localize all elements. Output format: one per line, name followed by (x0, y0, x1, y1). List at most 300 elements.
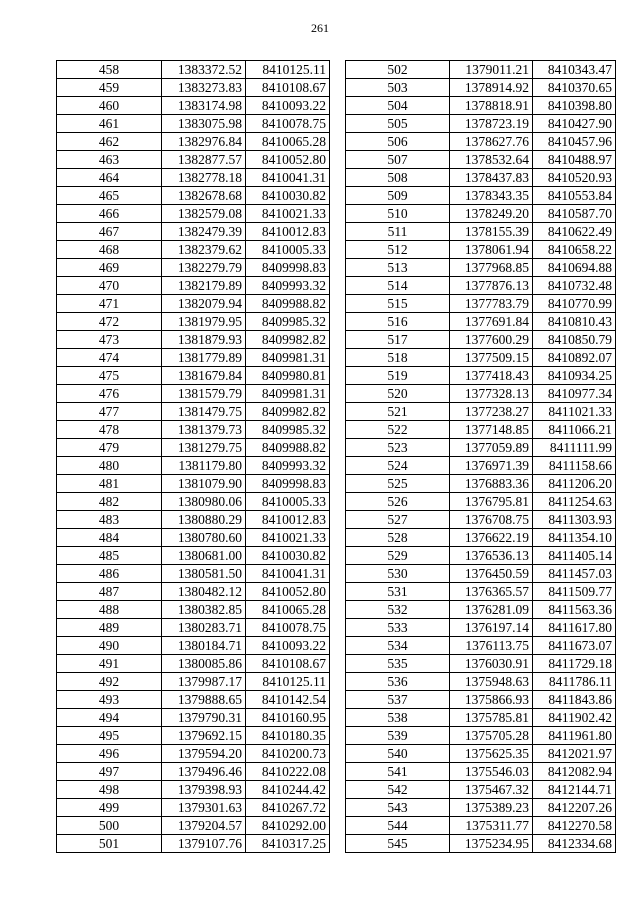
x-coordinate-cell: 1381679.84 (162, 367, 246, 385)
x-coordinate-cell: 1379888.65 (162, 691, 246, 709)
x-coordinate-cell: 1379011.21 (450, 61, 533, 79)
y-coordinate-cell: 8410587.70 (533, 205, 616, 223)
y-coordinate-cell: 8409980.81 (246, 367, 330, 385)
x-coordinate-cell: 1381179.80 (162, 457, 246, 475)
y-coordinate-cell: 8410222.08 (246, 763, 330, 781)
y-coordinate-cell: 8410012.83 (246, 223, 330, 241)
x-coordinate-cell: 1377059.89 (450, 439, 533, 457)
table-row (57, 583, 330, 601)
y-coordinate-cell: 8410770.99 (533, 295, 616, 313)
point-number-cell: 497 (57, 763, 162, 781)
table-row (57, 601, 330, 619)
x-coordinate-cell: 1379692.15 (162, 727, 246, 745)
y-coordinate-cell: 8410553.84 (533, 187, 616, 205)
table-row (346, 79, 616, 97)
point-number-cell: 480 (57, 457, 162, 475)
point-number-cell: 533 (346, 619, 450, 637)
x-coordinate-cell: 1376365.57 (450, 583, 533, 601)
x-coordinate-cell: 1380581.50 (162, 565, 246, 583)
x-coordinate-cell: 1379204.57 (162, 817, 246, 835)
point-number-cell: 509 (346, 187, 450, 205)
x-coordinate-cell: 1380880.29 (162, 511, 246, 529)
table-row (57, 61, 330, 79)
y-coordinate-cell: 8410317.25 (246, 835, 330, 853)
table-row (57, 547, 330, 565)
x-coordinate-cell: 1378627.76 (450, 133, 533, 151)
x-coordinate-cell: 1382976.84 (162, 133, 246, 151)
table-row (346, 439, 616, 457)
table-row (57, 223, 330, 241)
x-coordinate-cell: 1378249.20 (450, 205, 533, 223)
point-number-cell: 518 (346, 349, 450, 367)
table-row (346, 349, 616, 367)
x-coordinate-cell: 1380980.06 (162, 493, 246, 511)
x-coordinate-cell: 1375311.77 (450, 817, 533, 835)
table-row (57, 457, 330, 475)
point-number-cell: 501 (57, 835, 162, 853)
point-number-cell: 531 (346, 583, 450, 601)
table-row (346, 493, 616, 511)
table-row (57, 259, 330, 277)
table-row (346, 151, 616, 169)
y-coordinate-cell: 8411617.80 (533, 619, 616, 637)
point-number-cell: 526 (346, 493, 450, 511)
point-number-cell: 504 (346, 97, 450, 115)
table-row (346, 727, 616, 745)
point-number-cell: 470 (57, 277, 162, 295)
table-row (346, 799, 616, 817)
point-number-cell: 530 (346, 565, 450, 583)
x-coordinate-cell: 1378532.64 (450, 151, 533, 169)
x-coordinate-cell: 1376450.59 (450, 565, 533, 583)
table-row (346, 223, 616, 241)
x-coordinate-cell: 1381379.73 (162, 421, 246, 439)
y-coordinate-cell: 8409981.31 (246, 385, 330, 403)
point-number-cell: 494 (57, 709, 162, 727)
table-row (57, 817, 330, 835)
y-coordinate-cell: 8412082.94 (533, 763, 616, 781)
table-row (57, 439, 330, 457)
x-coordinate-cell: 1377876.13 (450, 277, 533, 295)
y-coordinate-cell: 8410520.93 (533, 169, 616, 187)
point-number-cell: 463 (57, 151, 162, 169)
x-coordinate-cell: 1380681.00 (162, 547, 246, 565)
table-row (346, 133, 616, 151)
point-number-cell: 539 (346, 727, 450, 745)
table-row (57, 781, 330, 799)
table-row (346, 457, 616, 475)
y-coordinate-cell: 8409985.32 (246, 421, 330, 439)
x-coordinate-cell: 1377328.13 (450, 385, 533, 403)
y-coordinate-cell: 8409982.82 (246, 331, 330, 349)
x-coordinate-cell: 1382678.68 (162, 187, 246, 205)
table-row (346, 529, 616, 547)
y-coordinate-cell: 8412270.58 (533, 817, 616, 835)
y-coordinate-cell: 8410005.33 (246, 493, 330, 511)
x-coordinate-cell: 1375948.63 (450, 673, 533, 691)
x-coordinate-cell: 1378914.92 (450, 79, 533, 97)
x-coordinate-cell: 1375625.35 (450, 745, 533, 763)
y-coordinate-cell: 8410292.00 (246, 817, 330, 835)
point-number-cell: 496 (57, 745, 162, 763)
point-number-cell: 462 (57, 133, 162, 151)
table-row (57, 403, 330, 421)
table-row (57, 655, 330, 673)
x-coordinate-cell: 1376536.13 (450, 547, 533, 565)
y-coordinate-cell: 8411303.93 (533, 511, 616, 529)
point-number-cell: 499 (57, 799, 162, 817)
x-coordinate-cell: 1379301.63 (162, 799, 246, 817)
table-row (57, 133, 330, 151)
point-number-cell: 484 (57, 529, 162, 547)
y-coordinate-cell: 8409993.32 (246, 457, 330, 475)
x-coordinate-cell: 1379790.31 (162, 709, 246, 727)
table-row (346, 745, 616, 763)
y-coordinate-cell: 8409981.31 (246, 349, 330, 367)
table-row (57, 295, 330, 313)
x-coordinate-cell: 1383174.98 (162, 97, 246, 115)
x-coordinate-cell: 1375234.95 (450, 835, 533, 853)
table-row (57, 745, 330, 763)
point-number-cell: 476 (57, 385, 162, 403)
y-coordinate-cell: 8410052.80 (246, 583, 330, 601)
table-row (346, 61, 616, 79)
point-number-cell: 514 (346, 277, 450, 295)
table-row (57, 187, 330, 205)
x-coordinate-cell: 1378723.19 (450, 115, 533, 133)
x-coordinate-cell: 1382579.08 (162, 205, 246, 223)
x-coordinate-cell: 1375785.81 (450, 709, 533, 727)
x-coordinate-cell: 1380085.86 (162, 655, 246, 673)
table-row (346, 817, 616, 835)
table-row (57, 79, 330, 97)
table-row (346, 511, 616, 529)
x-coordinate-cell: 1381879.93 (162, 331, 246, 349)
x-coordinate-cell: 1376795.81 (450, 493, 533, 511)
point-number-cell: 474 (57, 349, 162, 367)
table-row (346, 331, 616, 349)
y-coordinate-cell: 8410125.11 (246, 673, 330, 691)
point-number-cell: 521 (346, 403, 450, 421)
table-row (57, 277, 330, 295)
point-number-cell: 525 (346, 475, 450, 493)
point-number-cell: 519 (346, 367, 450, 385)
point-number-cell: 460 (57, 97, 162, 115)
table-row (346, 295, 616, 313)
point-number-cell: 459 (57, 79, 162, 97)
point-number-cell: 478 (57, 421, 162, 439)
y-coordinate-cell: 8412021.97 (533, 745, 616, 763)
table-row (57, 349, 330, 367)
y-coordinate-cell: 8411843.86 (533, 691, 616, 709)
point-number-cell: 522 (346, 421, 450, 439)
point-number-cell: 489 (57, 619, 162, 637)
point-number-cell: 515 (346, 295, 450, 313)
y-coordinate-cell: 8411729.18 (533, 655, 616, 673)
point-number-cell: 493 (57, 691, 162, 709)
y-coordinate-cell: 8410398.80 (533, 97, 616, 115)
point-number-cell: 511 (346, 223, 450, 241)
point-number-cell: 528 (346, 529, 450, 547)
table-row (346, 835, 616, 853)
point-number-cell: 507 (346, 151, 450, 169)
table-row (57, 511, 330, 529)
table-row (57, 763, 330, 781)
x-coordinate-cell: 1376030.91 (450, 655, 533, 673)
point-number-cell: 483 (57, 511, 162, 529)
point-number-cell: 529 (346, 547, 450, 565)
table-row (346, 475, 616, 493)
y-coordinate-cell: 8410658.22 (533, 241, 616, 259)
coordinates-table-right (345, 60, 616, 853)
point-number-cell: 492 (57, 673, 162, 691)
x-coordinate-cell: 1376197.14 (450, 619, 533, 637)
y-coordinate-cell: 8410021.33 (246, 529, 330, 547)
y-coordinate-cell: 8410125.11 (246, 61, 330, 79)
table-row (346, 781, 616, 799)
y-coordinate-cell: 8410005.33 (246, 241, 330, 259)
table-row (346, 655, 616, 673)
y-coordinate-cell: 8409988.82 (246, 439, 330, 457)
y-coordinate-cell: 8410093.22 (246, 97, 330, 115)
point-number-cell: 536 (346, 673, 450, 691)
table-row (346, 583, 616, 601)
table-row (346, 367, 616, 385)
y-coordinate-cell: 8410934.25 (533, 367, 616, 385)
point-number-cell: 517 (346, 331, 450, 349)
point-number-cell: 485 (57, 547, 162, 565)
y-coordinate-cell: 8411066.21 (533, 421, 616, 439)
x-coordinate-cell: 1377968.85 (450, 259, 533, 277)
x-coordinate-cell: 1380482.12 (162, 583, 246, 601)
point-number-cell: 540 (346, 745, 450, 763)
table-row (346, 205, 616, 223)
point-number-cell: 513 (346, 259, 450, 277)
y-coordinate-cell: 8410850.79 (533, 331, 616, 349)
y-coordinate-cell: 8410093.22 (246, 637, 330, 655)
y-coordinate-cell: 8410694.88 (533, 259, 616, 277)
table-row (346, 187, 616, 205)
table-row (346, 115, 616, 133)
y-coordinate-cell: 8409988.82 (246, 295, 330, 313)
table-row (346, 565, 616, 583)
x-coordinate-cell: 1383372.52 (162, 61, 246, 79)
x-coordinate-cell: 1375866.93 (450, 691, 533, 709)
point-number-cell: 472 (57, 313, 162, 331)
y-coordinate-cell: 8410457.96 (533, 133, 616, 151)
point-number-cell: 537 (346, 691, 450, 709)
x-coordinate-cell: 1381079.90 (162, 475, 246, 493)
point-number-cell: 475 (57, 367, 162, 385)
table-row (57, 709, 330, 727)
y-coordinate-cell: 8410078.75 (246, 619, 330, 637)
x-coordinate-cell: 1381479.75 (162, 403, 246, 421)
y-coordinate-cell: 8410065.28 (246, 601, 330, 619)
x-coordinate-cell: 1382479.39 (162, 223, 246, 241)
y-coordinate-cell: 8411111.99 (533, 439, 616, 457)
x-coordinate-cell: 1377509.15 (450, 349, 533, 367)
x-coordinate-cell: 1375546.03 (450, 763, 533, 781)
x-coordinate-cell: 1377783.79 (450, 295, 533, 313)
y-coordinate-cell: 8410732.48 (533, 277, 616, 295)
table-row (57, 637, 330, 655)
point-number-cell: 479 (57, 439, 162, 457)
y-coordinate-cell: 8412207.26 (533, 799, 616, 817)
x-coordinate-cell: 1383273.83 (162, 79, 246, 97)
point-number-cell: 491 (57, 655, 162, 673)
table-row (346, 547, 616, 565)
table-row (57, 421, 330, 439)
point-number-cell: 543 (346, 799, 450, 817)
y-coordinate-cell: 8410427.90 (533, 115, 616, 133)
x-coordinate-cell: 1381779.89 (162, 349, 246, 367)
x-coordinate-cell: 1380184.71 (162, 637, 246, 655)
coordinates-table-left (56, 60, 330, 853)
y-coordinate-cell: 8410244.42 (246, 781, 330, 799)
point-number-cell: 523 (346, 439, 450, 457)
x-coordinate-cell: 1380780.60 (162, 529, 246, 547)
point-number-cell: 516 (346, 313, 450, 331)
point-number-cell: 465 (57, 187, 162, 205)
point-number-cell: 477 (57, 403, 162, 421)
x-coordinate-cell: 1380382.85 (162, 601, 246, 619)
y-coordinate-cell: 8411673.07 (533, 637, 616, 655)
table-row (57, 169, 330, 187)
y-coordinate-cell: 8411902.42 (533, 709, 616, 727)
table-row (346, 619, 616, 637)
y-coordinate-cell: 8411457.03 (533, 565, 616, 583)
point-number-cell: 545 (346, 835, 450, 853)
x-coordinate-cell: 1377691.84 (450, 313, 533, 331)
y-coordinate-cell: 8410810.43 (533, 313, 616, 331)
point-number-cell: 466 (57, 205, 162, 223)
table-row (57, 727, 330, 745)
x-coordinate-cell: 1382778.18 (162, 169, 246, 187)
x-coordinate-cell: 1379594.20 (162, 745, 246, 763)
x-coordinate-cell: 1376883.36 (450, 475, 533, 493)
table-row (57, 331, 330, 349)
point-number-cell: 524 (346, 457, 450, 475)
x-coordinate-cell: 1376113.75 (450, 637, 533, 655)
y-coordinate-cell: 8411206.20 (533, 475, 616, 493)
y-coordinate-cell: 8411563.36 (533, 601, 616, 619)
table-row (346, 313, 616, 331)
point-number-cell: 532 (346, 601, 450, 619)
x-coordinate-cell: 1378061.94 (450, 241, 533, 259)
x-coordinate-cell: 1377238.27 (450, 403, 533, 421)
x-coordinate-cell: 1379107.76 (162, 835, 246, 853)
table-row (57, 151, 330, 169)
x-coordinate-cell: 1377418.43 (450, 367, 533, 385)
x-coordinate-cell: 1377600.29 (450, 331, 533, 349)
point-number-cell: 458 (57, 61, 162, 79)
table-row (346, 709, 616, 727)
y-coordinate-cell: 8411961.80 (533, 727, 616, 745)
y-coordinate-cell: 8410065.28 (246, 133, 330, 151)
point-number-cell: 502 (346, 61, 450, 79)
point-number-cell: 503 (346, 79, 450, 97)
y-coordinate-cell: 8410052.80 (246, 151, 330, 169)
table-row (57, 799, 330, 817)
y-coordinate-cell: 8409998.83 (246, 259, 330, 277)
point-number-cell: 461 (57, 115, 162, 133)
y-coordinate-cell: 8410160.95 (246, 709, 330, 727)
table-row (346, 259, 616, 277)
table-row (346, 385, 616, 403)
table-row (57, 493, 330, 511)
x-coordinate-cell: 1376622.19 (450, 529, 533, 547)
y-coordinate-cell: 8410180.35 (246, 727, 330, 745)
table-row (57, 313, 330, 331)
page-number: 261 (311, 21, 329, 35)
point-number-cell: 473 (57, 331, 162, 349)
x-coordinate-cell: 1383075.98 (162, 115, 246, 133)
point-number-cell: 520 (346, 385, 450, 403)
y-coordinate-cell: 8410892.07 (533, 349, 616, 367)
point-number-cell: 482 (57, 493, 162, 511)
point-number-cell: 538 (346, 709, 450, 727)
table-row (57, 367, 330, 385)
table-row (346, 637, 616, 655)
y-coordinate-cell: 8411021.33 (533, 403, 616, 421)
table-row (346, 403, 616, 421)
x-coordinate-cell: 1382279.79 (162, 259, 246, 277)
y-coordinate-cell: 8410041.31 (246, 169, 330, 187)
point-number-cell: 506 (346, 133, 450, 151)
x-coordinate-cell: 1379496.46 (162, 763, 246, 781)
point-number-cell: 464 (57, 169, 162, 187)
table-row (346, 421, 616, 439)
x-coordinate-cell: 1382379.62 (162, 241, 246, 259)
x-coordinate-cell: 1376971.39 (450, 457, 533, 475)
x-coordinate-cell: 1380283.71 (162, 619, 246, 637)
x-coordinate-cell: 1376281.09 (450, 601, 533, 619)
x-coordinate-cell: 1376708.75 (450, 511, 533, 529)
table-row (346, 673, 616, 691)
y-coordinate-cell: 8410108.67 (246, 79, 330, 97)
point-number-cell: 498 (57, 781, 162, 799)
y-coordinate-cell: 8409982.82 (246, 403, 330, 421)
x-coordinate-cell: 1382179.89 (162, 277, 246, 295)
table-row (57, 619, 330, 637)
x-coordinate-cell: 1377148.85 (450, 421, 533, 439)
x-coordinate-cell: 1378155.39 (450, 223, 533, 241)
x-coordinate-cell: 1381579.79 (162, 385, 246, 403)
table-row (346, 97, 616, 115)
table-row (57, 835, 330, 853)
y-coordinate-cell: 8410108.67 (246, 655, 330, 673)
table-row (57, 475, 330, 493)
y-coordinate-cell: 8412144.71 (533, 781, 616, 799)
x-coordinate-cell: 1379398.93 (162, 781, 246, 799)
x-coordinate-cell: 1375467.32 (450, 781, 533, 799)
x-coordinate-cell: 1375389.23 (450, 799, 533, 817)
point-number-cell: 535 (346, 655, 450, 673)
y-coordinate-cell: 8411254.63 (533, 493, 616, 511)
table-row (57, 565, 330, 583)
y-coordinate-cell: 8409998.83 (246, 475, 330, 493)
x-coordinate-cell: 1382079.94 (162, 295, 246, 313)
x-coordinate-cell: 1378437.83 (450, 169, 533, 187)
y-coordinate-cell: 8409993.32 (246, 277, 330, 295)
y-coordinate-cell: 8412334.68 (533, 835, 616, 853)
x-coordinate-cell: 1378818.91 (450, 97, 533, 115)
point-number-cell: 469 (57, 259, 162, 277)
x-coordinate-cell: 1382877.57 (162, 151, 246, 169)
point-number-cell: 486 (57, 565, 162, 583)
table-row (346, 763, 616, 781)
y-coordinate-cell: 8410370.65 (533, 79, 616, 97)
